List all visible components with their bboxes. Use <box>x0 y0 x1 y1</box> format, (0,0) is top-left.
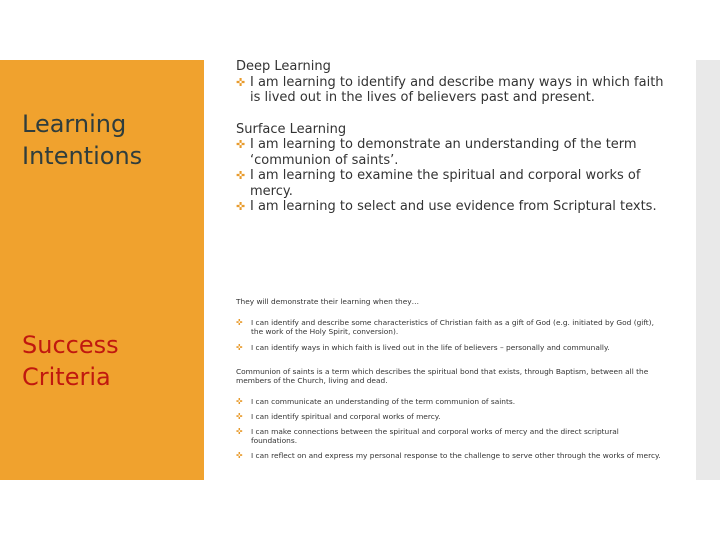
success-criteria-item-text: I can reflect on and express my personal response to the challenge to serve other through the works of mercy. <box>251 451 661 460</box>
success-criteria-item-text: I can identify spiritual and corporal works of mercy. <box>251 412 441 421</box>
success-criteria-item-text: I can make connections between the spiritual and corporal works of mercy and the direct scriptural foundations. <box>251 427 619 445</box>
success-criteria-content <box>236 297 666 460</box>
bullet-icon: ✜ <box>236 75 246 89</box>
success-criteria-item <box>236 412 666 421</box>
success-criteria-item <box>236 318 666 336</box>
bullet-icon: ✜ <box>236 318 243 327</box>
surface-learning-item-text: I am learning to demonstrate an understanding of the term ‘communion of saints’. <box>250 137 637 168</box>
bullet-icon: ✜ <box>236 397 243 406</box>
communion-definition: Communion of saints is a term which describes the spiritual bond that exists, through Baptism, between all the members of the Church, living and dead. <box>236 367 649 385</box>
deep-learning-item <box>236 75 676 106</box>
success-criteria-item-text: I can identify ways in which faith is lived out in the life of believers – personally and communally. <box>251 343 610 352</box>
learning-intentions-content <box>236 59 676 215</box>
bullet-icon: ✜ <box>236 169 246 182</box>
surface-learning-item <box>236 168 676 199</box>
deep-learning-heading: Deep Learning <box>236 59 331 74</box>
surface-learning-item-text: I am learning to examine the spiritual and corporal works of mercy. <box>250 168 641 199</box>
bullet-icon: ✜ <box>236 427 243 436</box>
success-criteria-item <box>236 427 666 445</box>
bullet-icon: ✜ <box>236 451 243 460</box>
bullet-icon: ✜ <box>236 412 243 421</box>
success-criteria-item-text: I can identify and describe some characteristics of Christian faith as a gift of God (e.g. initiated by God (gift), the work of the Holy Spirit, conversion). <box>251 318 654 336</box>
deep-learning-item-text: I am learning to identify and describe many ways in which faith is lived out in the lives of believers past and present. <box>250 74 664 105</box>
bullet-icon: ✜ <box>236 200 246 213</box>
bullet-icon: ✜ <box>236 138 246 151</box>
surface-learning-item <box>236 199 676 215</box>
bullet-icon: ✜ <box>236 343 243 352</box>
learning-intentions-heading: Learning Intentions <box>22 110 143 170</box>
success-criteria-item <box>236 397 666 406</box>
success-criteria-item <box>236 451 666 460</box>
success-criteria-intro: They will demonstrate their learning when they… <box>236 297 420 306</box>
surface-learning-heading: Surface Learning <box>236 121 347 137</box>
right-edge-strip <box>696 60 720 480</box>
success-criteria-item <box>236 343 666 352</box>
success-criteria-heading: Success Criteria <box>22 331 119 391</box>
surface-learning-item-text: I am learning to select and use evidence from Scriptural texts. <box>250 199 657 214</box>
surface-learning-item <box>236 137 676 168</box>
success-criteria-item-text: I can communicate an understanding of the term communion of saints. <box>251 397 516 406</box>
